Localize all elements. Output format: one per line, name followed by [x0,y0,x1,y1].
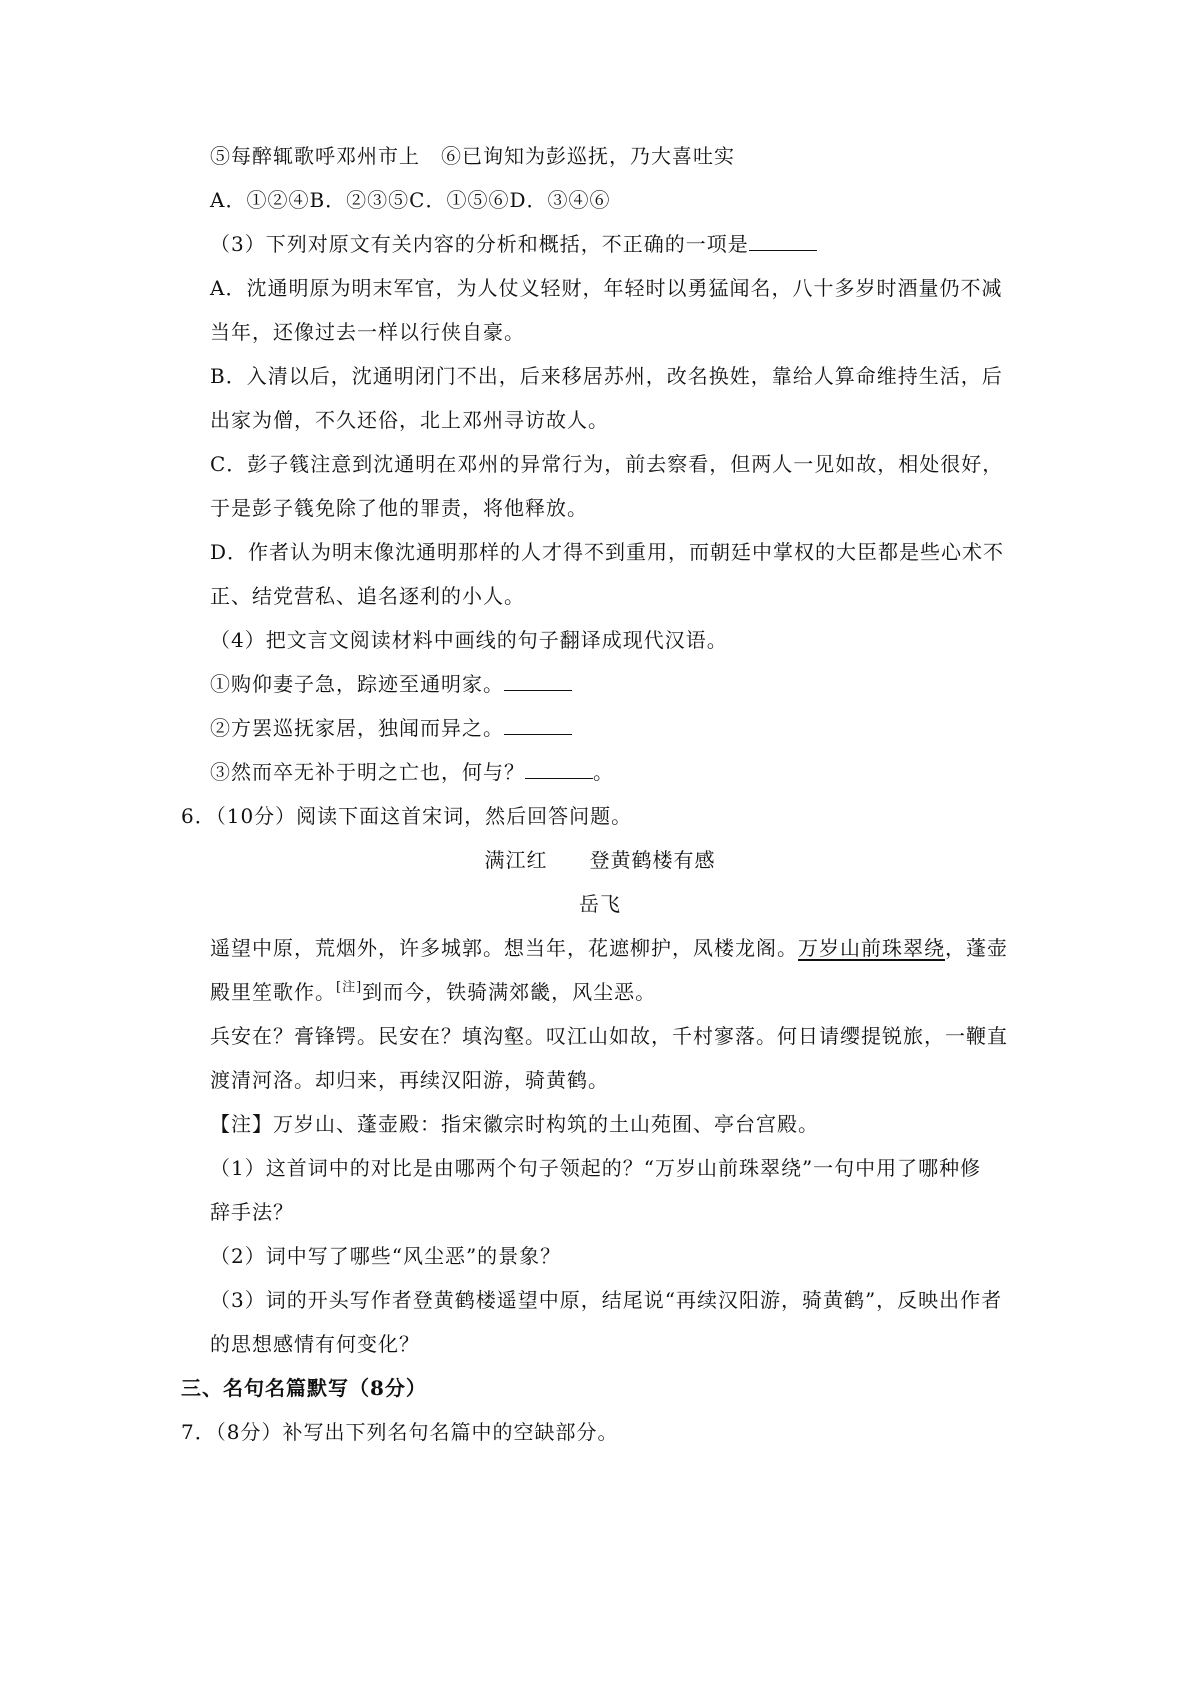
poem-line-1 [210,934,1008,962]
choice-d-line2: 正、结党营私、追名逐利的小人。 [210,584,525,608]
poem-author: 岳飞 [579,892,621,916]
answer-blank [749,230,817,251]
note-marker: [注] [336,980,363,995]
sub-question-4: （4）把文言文阅读材料中画线的句子翻译成现代汉语。 [210,628,728,652]
choice-c-line2: 于是彭子篯免除了他的罪责，将他释放。 [210,496,588,520]
translate-sentence-2 [210,714,572,742]
sentence-text: ②方罢巡抚家居，独闻而异之。 [210,716,504,740]
poem-text: 到而今，铁骑满郊畿，风尘恶。 [362,980,657,1004]
sentence-text: ③然而卒无补于明之亡也，何与？ [210,760,525,784]
q6-sub3-line2: 的思想感情有何变化？ [210,1332,420,1356]
poem-line-3: 兵安在？膏锋锷。民安在？填沟壑。叹江山如故，千村寥落。何日请缨提锐旅，一鞭直 [210,1024,1008,1048]
poem-line-2 [210,978,656,1006]
option-line: ⑤每醉辄歌呼邓州市上 ⑥已询知为彭巡抚，乃大喜吐实 [210,144,735,168]
poem-text: 殿里笙歌作。 [210,980,336,1004]
choice-c-line1: C．彭子篯注意到沈通明在邓州的异常行为，前去察看，但两人一见如故，相处很好， [210,452,1004,476]
choice-a-line1: A．沈通明原为明末军官，为人仗义轻财，年轻时以勇猛闻名，八十多岁时酒量仍不减 [210,276,1003,300]
sub-question-3 [210,230,817,258]
sentence-text: ①购仰妻子急，踪迹至通明家。 [210,672,504,696]
poem-title: 满江红 登黄鹤楼有感 [484,848,716,872]
translate-sentence-1 [210,670,572,698]
poem-text: ，蓬壶 [945,936,1008,960]
poem-line-4: 渡清河洛。却归来，再续汉阳游，骑黄鹤。 [210,1068,609,1092]
choice-d-line1: D．作者认为明末像沈通明那样的人才得不到重用，而朝廷中掌权的大臣都是些心术不 [210,540,1005,564]
choice-b-line2: 出家为僧，不久还俗，北上邓州寻访故人。 [210,408,609,432]
underlined-phrase: 万岁山前珠翠绕 [798,936,945,960]
answer-blank [525,758,593,779]
sentence-end: 。 [593,760,614,784]
section-heading: 三、名句名篇默写（8分） [181,1376,427,1400]
sub-question-3-text: （3）下列对原文有关内容的分析和概括，不正确的一项是 [210,232,749,256]
q6-sub1-line2: 辞手法？ [210,1200,294,1224]
question-7: 7．（8分）补写出下列名句名篇中的空缺部分。 [181,1420,619,1444]
answer-blank [504,670,572,691]
choice-a-line2: 当年，还像过去一样以行侠自豪。 [210,320,525,344]
answer-choices: A．①②④B．②③⑤C．①⑤⑥D．③④⑥ [210,188,611,212]
q6-sub1-line1: （1）这首词中的对比是由哪两个句子领起的？“万岁山前珠翠绕”一句中用了哪种修 [210,1156,982,1180]
choice-b-line1: B．入清以后，沈通明闭门不出，后来移居苏州，改名换姓，靠给人算命维持生活，后 [210,364,1003,388]
q6-sub3-line1: （3）词的开头写作者登黄鹤楼遥望中原，结尾说“再续汉阳游，骑黄鹤”，反映出作者 [210,1288,1003,1312]
q6-sub2: （2）词中写了哪些“风尘恶”的景象？ [210,1244,562,1268]
poem-note: 【注】万岁山、蓬壶殿：指宋徽宗时构筑的土山苑囿、亭台宫殿。 [210,1112,819,1136]
question-6-intro: 6．（10分）阅读下面这首宋词，然后回答问题。 [181,804,633,828]
answer-blank [504,714,572,735]
translate-sentence-3 [210,758,614,786]
poem-text: 遥望中原，荒烟外，许多城郭。想当年，花遮柳护，凤楼龙阁。 [210,936,798,960]
